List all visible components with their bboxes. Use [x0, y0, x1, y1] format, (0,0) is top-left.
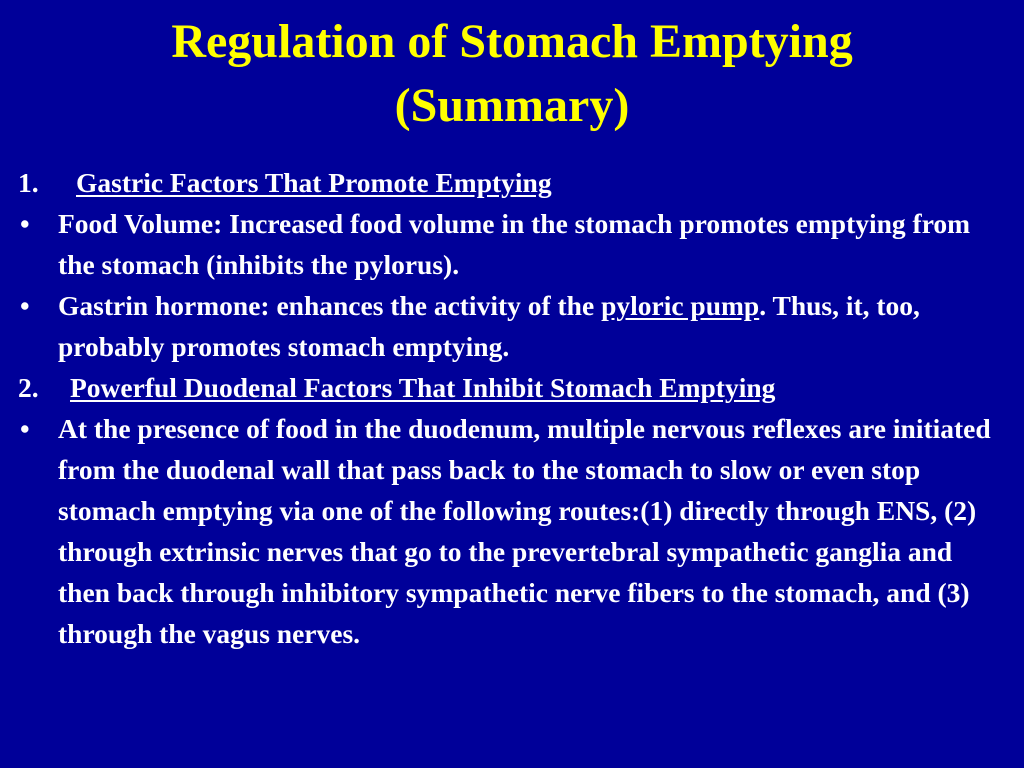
bullet-gastrin — [18, 285, 1008, 367]
bullet-food-volume-text: Food Volume: Increased food volume in the stomach promotes emptying from the stomach (inhibits the pylorus). — [58, 208, 971, 280]
bullet-food-volume — [18, 203, 1008, 285]
bullet-duodenal-reflexes-text: At the presence of food in the duodenum, multiple nervous reflexes are initiated from the duodenal wall that pass back to the stomach to slow or even stop stomach emptying via one of the following routes:(1) directly through ENS, (2) through extrinsic nerves that go to the prevertebral sympathetic ganglia and then back through inhibitory sympathetic nerve fibers to the stomach, and (3) through the vagus nerves. — [58, 413, 991, 649]
bullet-icon: • — [20, 208, 30, 239]
slide-title-line-2: (Summary) — [394, 79, 630, 132]
bullet-icon: • — [20, 290, 30, 321]
bullet-gastrin-text-after: . Thus, it, too, probably promotes stomach emptying. — [58, 290, 920, 362]
bullet-icon: • — [20, 413, 30, 444]
section-1-heading: Gastric Factors That Promote Emptying — [76, 167, 552, 198]
section-2-number: 2. — [18, 372, 39, 403]
section-2-heading-row — [18, 367, 1008, 408]
bullet-gastrin-text-before: Gastrin hormone: enhances the activity of the — [58, 290, 602, 321]
slide-title-line-1: Regulation of Stomach Emptying — [171, 15, 853, 68]
slide-content — [18, 162, 1008, 654]
section-1-heading-row — [18, 162, 1008, 203]
pyloric-pump-link[interactable]: pyloric pump — [601, 290, 760, 321]
section-1-number: 1. — [18, 167, 39, 198]
slide-title — [0, 10, 1024, 138]
bullet-duodenal-reflexes — [18, 408, 1008, 654]
section-2-heading: Powerful Duodenal Factors That Inhibit Stomach Emptying — [70, 372, 776, 403]
bullet-gastrin-text — [58, 285, 1008, 367]
